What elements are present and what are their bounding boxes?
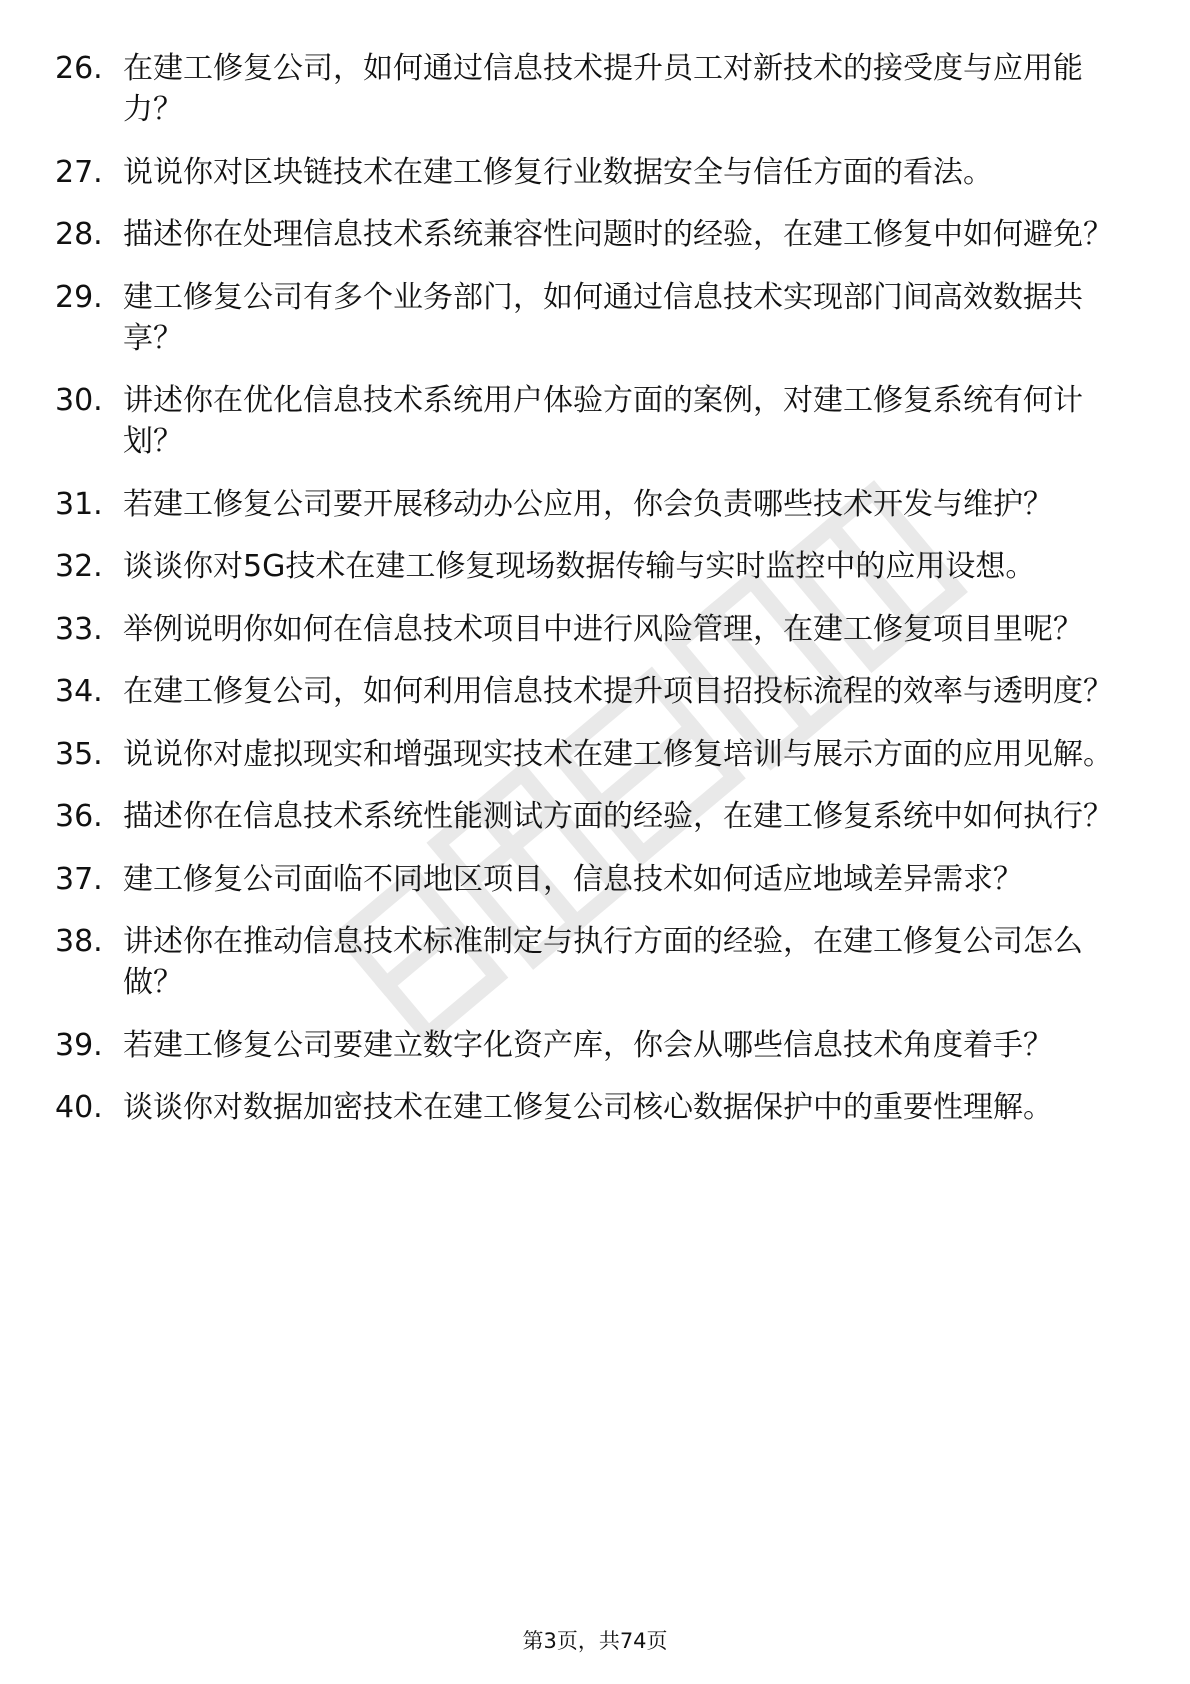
- question-number: 37.: [55, 861, 103, 897]
- question-item: [55, 734, 1135, 775]
- question-text: 若建工修复公司要建立数字化资产库，你会从哪些信息技术角度着手？: [123, 1027, 1053, 1063]
- question-text: 描述你在信息技术系统性能测试方面的经验，在建工修复系统中如何执行？: [123, 799, 1113, 834]
- question-text: 建工修复公司面临不同地区项目，信息技术如何适应地域差异需求？: [123, 861, 1023, 897]
- question-text: 谈谈你对数据加密技术在建工修复公司核心数据保护中的重要性理解。: [123, 1090, 1053, 1125]
- question-number: 31.: [55, 486, 103, 522]
- question-item: [55, 380, 1135, 462]
- question-item: [55, 48, 1135, 130]
- question-text: 在建工修复公司，如何利用信息技术提升项目招投标流程的效率与透明度？: [123, 674, 1113, 709]
- question-item: [55, 152, 1135, 193]
- question-item: [55, 609, 1135, 650]
- question-number: 32.: [55, 549, 103, 584]
- question-item: [55, 484, 1135, 525]
- question-number: 26.: [55, 51, 103, 86]
- question-number: 30.: [55, 383, 103, 418]
- question-text: 说说你对区块链技术在建工修复行业数据安全与信任方面的看法。: [123, 154, 993, 190]
- question-number: 38.: [55, 924, 103, 959]
- question-text: 讲述你在优化信息技术系统用户体验方面的案例，对建工修复系统有何计划？: [123, 383, 1083, 459]
- question-number: 36.: [55, 799, 103, 834]
- question-item: [55, 796, 1135, 837]
- question-text: 举例说明你如何在信息技术项目中进行风险管理，在建工修复项目里呢？: [123, 611, 1083, 647]
- page-footer: 第3页，共74页: [522, 1629, 668, 1653]
- question-text: 若建工修复公司要开展移动办公应用，你会负责哪些技术开发与维护？: [123, 486, 1053, 522]
- question-text: 讲述你在推动信息技术标准制定与执行方面的经验，在建工修复公司怎么做？: [123, 924, 1083, 1000]
- question-text: 描述你在处理信息技术系统兼容性问题时的经验，在建工修复中如何避免？: [123, 217, 1113, 252]
- question-number: 39.: [55, 1027, 103, 1063]
- question-list: [55, 48, 1135, 1150]
- question-item: [55, 859, 1135, 900]
- question-text: 建工修复公司有多个业务部门，如何通过信息技术实现部门间高效数据共享？: [123, 279, 1083, 356]
- question-item: [55, 1025, 1135, 1066]
- question-text: 谈谈你对5G技术在建工修复现场数据传输与实时监控中的应用设想。: [123, 549, 1036, 584]
- question-item: [55, 214, 1135, 255]
- question-item: [55, 1087, 1135, 1128]
- question-item: [55, 277, 1135, 359]
- question-number: 34.: [55, 674, 103, 709]
- question-number: 40.: [55, 1090, 103, 1125]
- question-text: 在建工修复公司，如何通过信息技术提升员工对新技术的接受度与应用能力？: [123, 51, 1083, 127]
- question-number: 29.: [55, 279, 103, 315]
- question-item: [55, 671, 1135, 712]
- question-number: 35.: [55, 736, 103, 772]
- question-text: 说说你对虚拟现实和增强现实技术在建工修复培训与展示方面的应用见解。: [123, 736, 1113, 772]
- question-item: [55, 921, 1135, 1003]
- question-number: 33.: [55, 611, 103, 647]
- question-number: 28.: [55, 217, 103, 252]
- question-number: 27.: [55, 154, 103, 190]
- question-item: [55, 546, 1135, 587]
